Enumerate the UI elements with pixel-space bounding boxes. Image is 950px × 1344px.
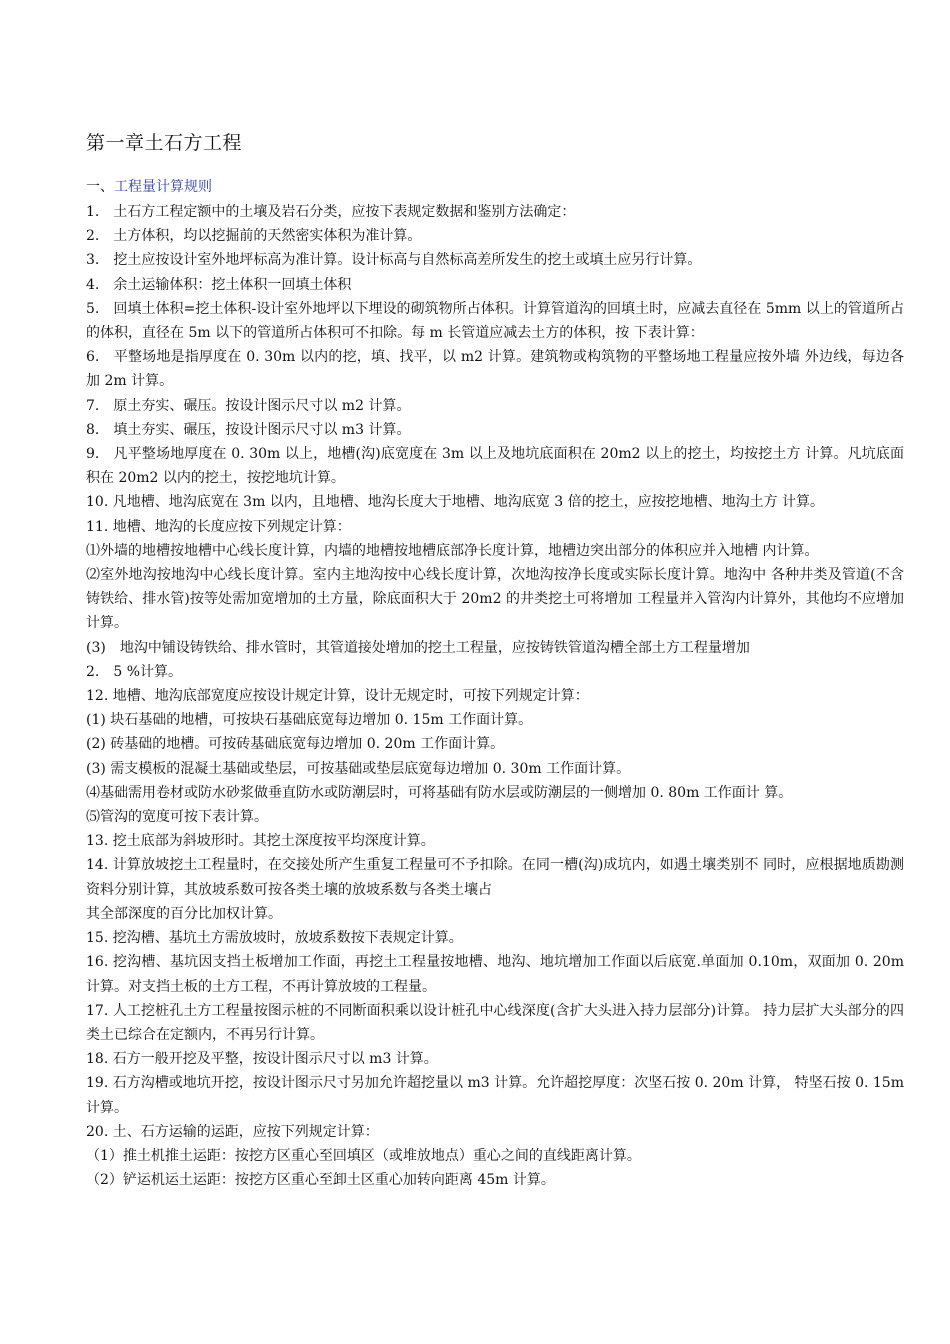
paragraph: ⑴外墙的地槽按地槽中心线长度计算，内墙的地槽按地槽底部净长度计算，地槽边突出部分的体积应并入地槽 内计算。 <box>86 542 819 559</box>
paragraph: 15. 挖沟槽、基坑土方需放坡时，放坡系数按下表规定计算。 <box>86 930 463 947</box>
paragraph: 8. 填土夯实、碾压，按设计图示尺寸以 m3 计算。 <box>86 421 411 438</box>
paragraph: （1）推土机推土运距：按挖方区重心至回填区（或堆放地点）重心之间的直线距离计算。 <box>86 1147 641 1164</box>
document-body <box>86 200 904 1192</box>
paragraph: 12. 地槽、地沟底部宽度应按设计规定计算，设计无规定时，可按下列规定计算： <box>86 688 589 705</box>
paragraph: 14. 计算放坡挖土工程量时，在交接处所产生重复工程量可不予扣除。在同一槽(沟)成坑内，如遇土壤类别不 同时，应根据地质勘测资料分别计算，其放坡系数可按各类土壤的放坡系数与各类土壤占 <box>86 857 904 898</box>
section-title-link[interactable]: 工程量计算规则 <box>114 179 212 195</box>
paragraph: ⑵室外地沟按地沟中心线长度计算。室内主地沟按中心线长度计算，次地沟按净长度或实际长度计算。地沟中 各种井类及管道(不含铸铁给、排水管)按等处需加宽增加的土方量，除底面积大于 20m2 的井类挖土可将增加 工程量并入管沟内计算外，其他均不应增加计算。 <box>86 567 904 632</box>
section-number: 一、 <box>86 179 114 195</box>
paragraph: 17. 人工挖桩孔土方工程量按图示桩的不同断面积乘以设计桩孔中心线深度(含扩大头进入持力层部分)计算。 持力层扩大头部分的四类土已综合在定额内，不再另行计算。 <box>86 1002 904 1043</box>
paragraph: 5. 回填土体积=挖土体积-设计室外地坪以下埋设的砌筑物所占体积。计算管道沟的回填土时，应减去直径在 5mm 以上的管道所占的体积，直径在 5m 以下的管道所占体积可不扣除。每 m 长管道应减去土方的体积，按 下表计算： <box>86 300 904 342</box>
paragraph: （2）铲运机运土运距：按挖方区重心至卸土区重心加转向距离 45m 计算。 <box>86 1172 555 1189</box>
paragraph: (3) 需支模板的混凝土基础或垫层，可按基础或垫层底宽每边增加 0. 30m 工作面计算。 <box>86 760 631 777</box>
paragraph: 19. 石方沟槽或地坑开挖，按设计图示尺寸另加允许超挖量以 m3 计算。允许超挖厚度：次坚石按 0. 20m 计算， 特坚石按 0. 15m 计算。 <box>86 1075 904 1116</box>
paragraph: 18. 石方一般开挖及平整，按设计图示尺寸以 m3 计算。 <box>86 1051 438 1068</box>
paragraph: (3) 地沟中铺设铸铁给、排水管时，其管道接处增加的挖土工程量，应按铸铁管道沟槽全部土方工程量增加 <box>86 639 750 656</box>
paragraph: 9. 凡平整场地厚度在 0. 30m 以上，地槽(沟)底宽度在 3m 以上及地坑底面积在 20m2 以上的挖土，均按挖土方 计算。凡坑底面积在 20m2 以内的挖土，按挖地坑计算。 <box>86 446 904 487</box>
paragraph: 3. 挖土应按设计室外地坪标高为准计算。设计标高与自然标高差所发生的挖土或填土应另行计算。 <box>86 252 702 269</box>
paragraph: 16. 挖沟槽、基坑因支挡土板增加工作面，再挖土工程量按地槽、地沟、地坑增加工作面以后底宽.单面加 0.10m，双面加 0. 20m 计算。对支挡土板的土方工程，不再计算放坡的工程量。 <box>86 954 904 995</box>
paragraph: 4. 余土运输体积：挖土体积一回填土体积 <box>86 276 352 293</box>
paragraph: ⑸管沟的宽度可按下表计算。 <box>86 809 268 826</box>
paragraph: 6. 平整场地是指厚度在 0. 30m 以内的挖，填、找平，以 m2 计算。建筑物或构筑物的平整场地工程量应按外墙 外边线，每边各加 2m 计算。 <box>86 349 904 390</box>
paragraph: 13. 挖土底部为斜坡形时。其挖土深度按平均深度计算。 <box>86 833 435 850</box>
paragraph: 20. 土、石方运输的运距，应按下列规定计算： <box>86 1123 379 1140</box>
paragraph: (1) 块石基础的地槽，可按块石基础底宽每边增加 0. 15m 工作面计算。 <box>86 712 533 729</box>
chapter-title: 第一章土石方工程 <box>86 132 243 154</box>
section-heading <box>86 177 212 197</box>
paragraph: 2. 土方体积，均以挖掘前的天然密实体积为准计算。 <box>86 228 422 245</box>
paragraph: 11. 地槽、地沟的长度应按下列规定计算： <box>86 518 351 535</box>
paragraph: (2) 砖基础的地槽。可按砖基础底宽每边增加 0. 20m 工作面计算。 <box>86 736 505 753</box>
paragraph: 其全部深度的百分比加权计算。 <box>86 905 282 922</box>
paragraph: ⑷基础需用卷材或防水砂浆做垂直防水或防潮层时，可将基础有防水层或防潮层的一侧增加 0. 80m 工作面计 算。 <box>86 784 793 801</box>
paragraph: 7. 原土夯实、碾压。按设计图示尺寸以 m2 计算。 <box>86 397 411 414</box>
paragraph: 1. 土石方工程定额中的土壤及岩石分类，应按下表规定数据和鉴别方法确定： <box>86 204 576 220</box>
paragraph: 2. 5 %计算。 <box>86 663 183 680</box>
paragraph: 10. 凡地槽、地沟底宽在 3m 以内，且地槽、地沟长度大于地槽、地沟底宽 3 倍的挖土，应按挖地槽、地沟土方 计算。 <box>86 494 825 511</box>
